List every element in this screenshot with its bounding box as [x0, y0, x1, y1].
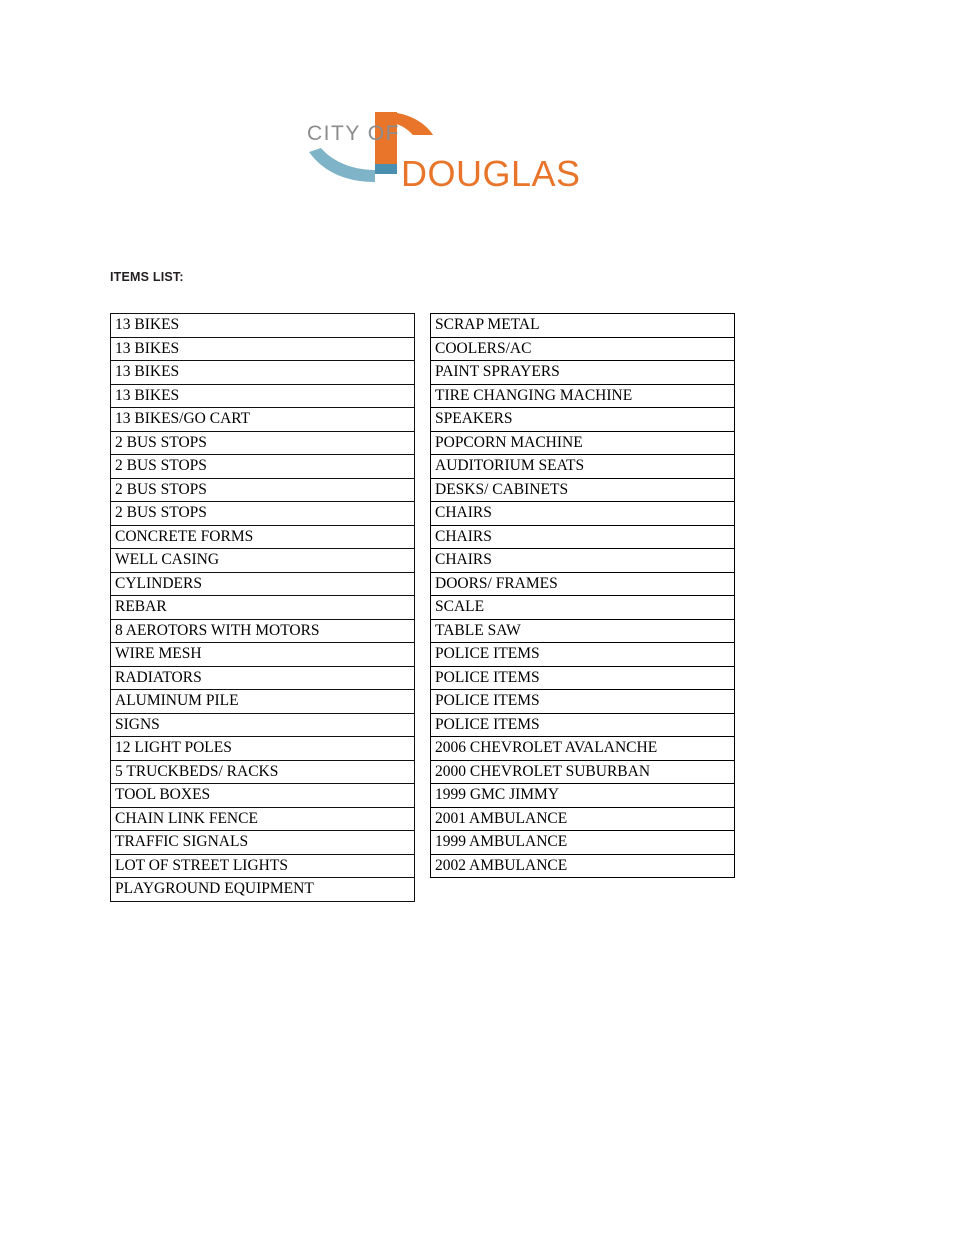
items-table-left [110, 313, 415, 902]
logo-douglas-text: DOUGLAS [401, 153, 581, 194]
table-row [431, 408, 735, 432]
table-row [111, 878, 415, 902]
table-row [111, 525, 415, 549]
item-cell: POLICE ITEMS [431, 690, 735, 714]
item-cell: 2 BUS STOPS [111, 431, 415, 455]
table-row [431, 478, 735, 502]
item-cell: TOOL BOXES [111, 784, 415, 808]
table-row [111, 619, 415, 643]
item-cell: 13 BIKES [111, 314, 415, 338]
item-cell: RADIATORS [111, 666, 415, 690]
table-row [111, 643, 415, 667]
item-cell: DESKS/ CABINETS [431, 478, 735, 502]
item-cell: TIRE CHANGING MACHINE [431, 384, 735, 408]
item-cell: 2 BUS STOPS [111, 455, 415, 479]
item-cell: COOLERS/AC [431, 337, 735, 361]
items-table-right [430, 313, 735, 878]
table-row [431, 784, 735, 808]
item-cell: 8 AEROTORS WITH MOTORS [111, 619, 415, 643]
item-cell: POLICE ITEMS [431, 713, 735, 737]
table-row [431, 502, 735, 526]
item-cell: DOORS/ FRAMES [431, 572, 735, 596]
table-row [111, 478, 415, 502]
table-row [431, 384, 735, 408]
table-row [111, 455, 415, 479]
table-row [431, 525, 735, 549]
table-row [431, 807, 735, 831]
item-cell: 13 BIKES [111, 337, 415, 361]
table-row [111, 760, 415, 784]
table-row [431, 431, 735, 455]
table-row [111, 807, 415, 831]
item-cell: 13 BIKES/GO CART [111, 408, 415, 432]
item-cell: 13 BIKES [111, 361, 415, 385]
item-cell: SCALE [431, 596, 735, 620]
item-cell: CHAIRS [431, 502, 735, 526]
city-of-douglas-logo [305, 108, 645, 198]
table-row [431, 690, 735, 714]
item-cell: SCRAP METAL [431, 314, 735, 338]
page-title: ITEMS LIST: [110, 270, 184, 284]
table-row [111, 361, 415, 385]
item-cell: TABLE SAW [431, 619, 735, 643]
item-cell: WIRE MESH [111, 643, 415, 667]
table-row [431, 596, 735, 620]
item-cell: 2006 CHEVROLET AVALANCHE [431, 737, 735, 761]
item-cell: 1999 GMC JIMMY [431, 784, 735, 808]
item-cell: CHAIRS [431, 525, 735, 549]
table-row [111, 572, 415, 596]
item-cell: ALUMINUM PILE [111, 690, 415, 714]
table-row [431, 713, 735, 737]
table-row [431, 643, 735, 667]
table-row [111, 854, 415, 878]
table-row [431, 455, 735, 479]
table-row [111, 549, 415, 573]
table-row [431, 760, 735, 784]
item-cell: SIGNS [111, 713, 415, 737]
item-cell: PAINT SPRAYERS [431, 361, 735, 385]
item-cell: CYLINDERS [111, 572, 415, 596]
item-cell: 2000 CHEVROLET SUBURBAN [431, 760, 735, 784]
table-row [111, 431, 415, 455]
item-cell: LOT OF STREET LIGHTS [111, 854, 415, 878]
item-cell: 2 BUS STOPS [111, 502, 415, 526]
item-cell: 5 TRUCKBEDS/ RACKS [111, 760, 415, 784]
table-row [111, 690, 415, 714]
logo-city-of-text: CITY OF [307, 122, 400, 145]
item-cell: CHAIRS [431, 549, 735, 573]
item-cell: 2 BUS STOPS [111, 478, 415, 502]
table-row [431, 337, 735, 361]
item-cell: POPCORN MACHINE [431, 431, 735, 455]
table-row [431, 854, 735, 878]
item-cell: SPEAKERS [431, 408, 735, 432]
item-cell: CHAIN LINK FENCE [111, 807, 415, 831]
item-cell: POLICE ITEMS [431, 666, 735, 690]
item-cell: 2001 AMBULANCE [431, 807, 735, 831]
table-row [111, 784, 415, 808]
item-cell: TRAFFIC SIGNALS [111, 831, 415, 855]
table-row [111, 713, 415, 737]
logo-blue-swoosh [309, 148, 375, 182]
item-cell: 2002 AMBULANCE [431, 854, 735, 878]
table-row [111, 831, 415, 855]
item-cell: 1999 AMBULANCE [431, 831, 735, 855]
table-row [111, 666, 415, 690]
table-row [431, 572, 735, 596]
table-row [111, 502, 415, 526]
table-row [431, 831, 735, 855]
table-row [111, 314, 415, 338]
table-row [111, 337, 415, 361]
item-cell: CONCRETE FORMS [111, 525, 415, 549]
table-row [431, 737, 735, 761]
item-cell: 13 BIKES [111, 384, 415, 408]
table-row [431, 314, 735, 338]
table-row [431, 619, 735, 643]
table-row [431, 666, 735, 690]
table-row [111, 408, 415, 432]
item-cell: AUDITORIUM SEATS [431, 455, 735, 479]
item-cell: 12 LIGHT POLES [111, 737, 415, 761]
table-row [111, 596, 415, 620]
table-row [111, 737, 415, 761]
table-row [431, 549, 735, 573]
item-cell: POLICE ITEMS [431, 643, 735, 667]
table-row [431, 361, 735, 385]
item-cell: REBAR [111, 596, 415, 620]
table-row [111, 384, 415, 408]
item-cell: WELL CASING [111, 549, 415, 573]
item-cell: PLAYGROUND EQUIPMENT [111, 878, 415, 902]
